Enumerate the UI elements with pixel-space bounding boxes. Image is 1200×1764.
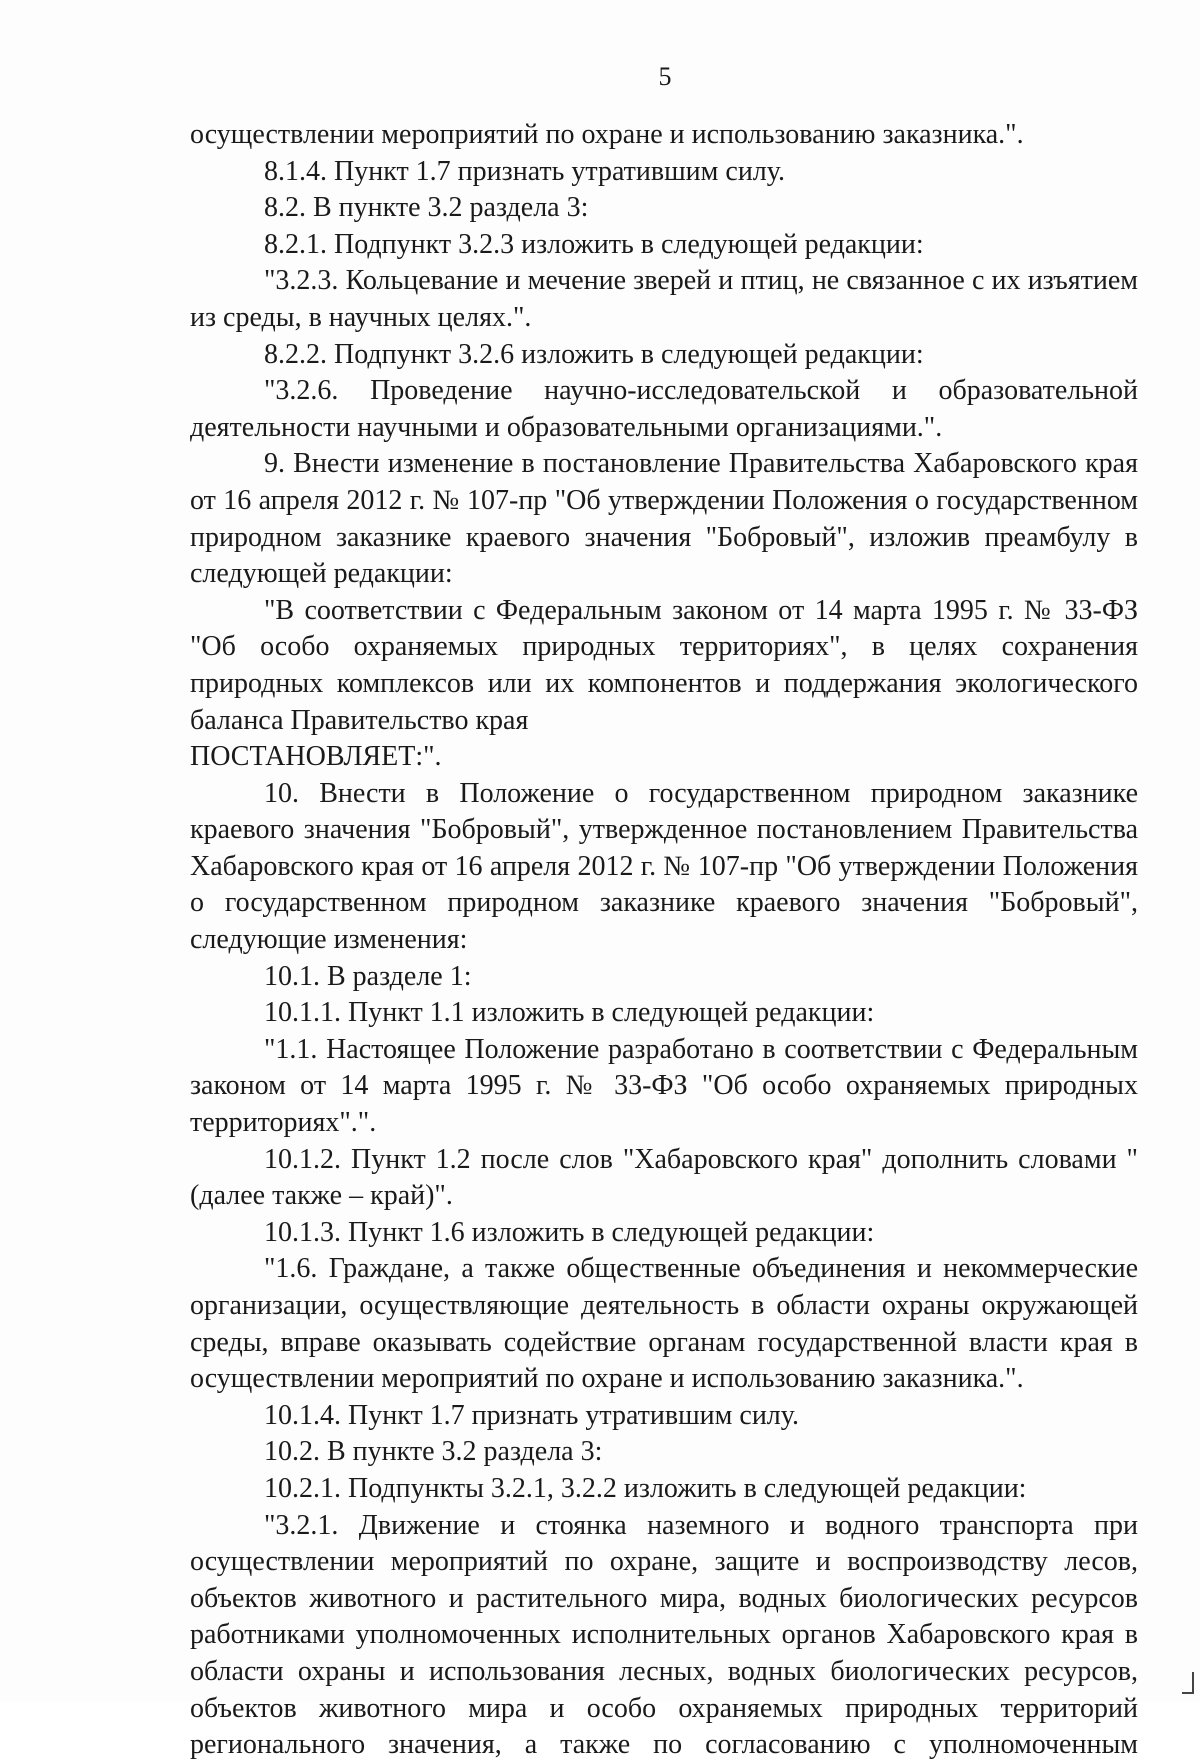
paragraph-4: 8.2.1. Подпункт 3.2.3 изложить в следующей редакции: xyxy=(264,228,924,260)
paragraph-7: "3.2.6. Проведение научно-исследовательской и образовательной деятельности научными и образовательными организациями.". xyxy=(190,375,1138,443)
document-body xyxy=(190,117,1138,1764)
paragraph-6: 8.2.2. Подпункт 3.2.6 изложить в следующей редакции: xyxy=(264,338,924,370)
paragraph-21: "3.2.1. Движение и стоянка наземного и водного транспорта при осуществлении мероприятий по охране, защите и воспроизводству лесов, объектов животного и растительного мира, водных биологических ресурсов работниками уполномоченных исполнительных органов Хабаровского края в области охраны и использования лесных, водных биологических ресурсов, объектов животного мира и особо охраняемых природных территорий регионального значения, а также по согласованию с уполномоченным xyxy=(190,1509,1138,1761)
paragraph-2: 8.1.4. Пункт 1.7 признать утратившим силу. xyxy=(264,155,785,187)
paragraph-1: осуществлении мероприятий по охране и использованию заказника.". xyxy=(190,119,1024,150)
paragraph-9: "В соответствии с Федеральным законом от 14 марта 1995 г. № 33-ФЗ "Об особо охраняемых природных территориях", в целях сохранения природных комплексов или их компонентов и поддержания экологического баланса Правительство края xyxy=(190,594,1138,736)
paragraph-13: 10.1.1. Пункт 1.1 изложить в следующей редакции: xyxy=(264,997,875,1029)
paragraph-16: 10.1.3. Пункт 1.6 изложить в следующей редакции: xyxy=(264,1216,875,1248)
paragraph-14: "1.1. Настоящее Положение разработано в соответствии с Федеральным законом от 14 марта 1995 г. № 33-ФЗ "Об особо охраняемых природных территориях".". xyxy=(190,1033,1138,1139)
paragraph-8: 9. Внести изменение в постановление Правительства Хабаровского края от 16 апреля 2012 г. № 107-пр "Об утверждении Положения о государственном природном заказнике краевого значения "Бобровый", изложив преамбулу в следующей редакции: xyxy=(190,448,1138,590)
paragraph-12: 10.1. В разделе 1: xyxy=(264,960,472,992)
paragraph-5: "3.2.3. Кольцевание и мечение зверей и птиц, не связанное с их изъятием из среды, в научных целях.". xyxy=(190,265,1138,333)
paragraph-3: 8.2. В пункте 3.2 раздела 3: xyxy=(264,192,589,224)
paragraph-11: 10. Внести в Положение о государственном природном заказнике краевого значения "Бобровый", утвержденное постановлением Правительства Хабаровского края от 16 апреля 2012 г. № 107-пр "Об утверждении Положения о государственном природном заказнике краевого значения "Бобровый", следующие изменения: xyxy=(190,777,1138,956)
page-number: 5 xyxy=(658,62,672,91)
paragraph-17: "1.6. Граждане, а также общественные объединения и некоммерческие организации, осуществляющие деятельность в области охраны окружающей среды, вправе оказывать содействие органам государственной власти края в осуществлении мероприятий по охране и использованию заказника.". xyxy=(190,1253,1138,1395)
paragraph-20: 10.2.1. Подпункты 3.2.1, 3.2.2 изложить в следующей редакции: xyxy=(264,1472,1027,1504)
paragraph-15: 10.1.2. Пункт 1.2 после слов "Хабаровского края" дополнить словами "(далее также – край)". xyxy=(190,1143,1138,1212)
paragraph-10: ПОСТАНОВЛЯЕТ:". xyxy=(190,741,442,773)
paragraph-19: 10.2. В пункте 3.2 раздела 3: xyxy=(264,1436,603,1468)
scan-corner-mark xyxy=(1182,1672,1194,1694)
paragraph-18: 10.1.4. Пункт 1.7 признать утратившим силу. xyxy=(264,1399,799,1431)
